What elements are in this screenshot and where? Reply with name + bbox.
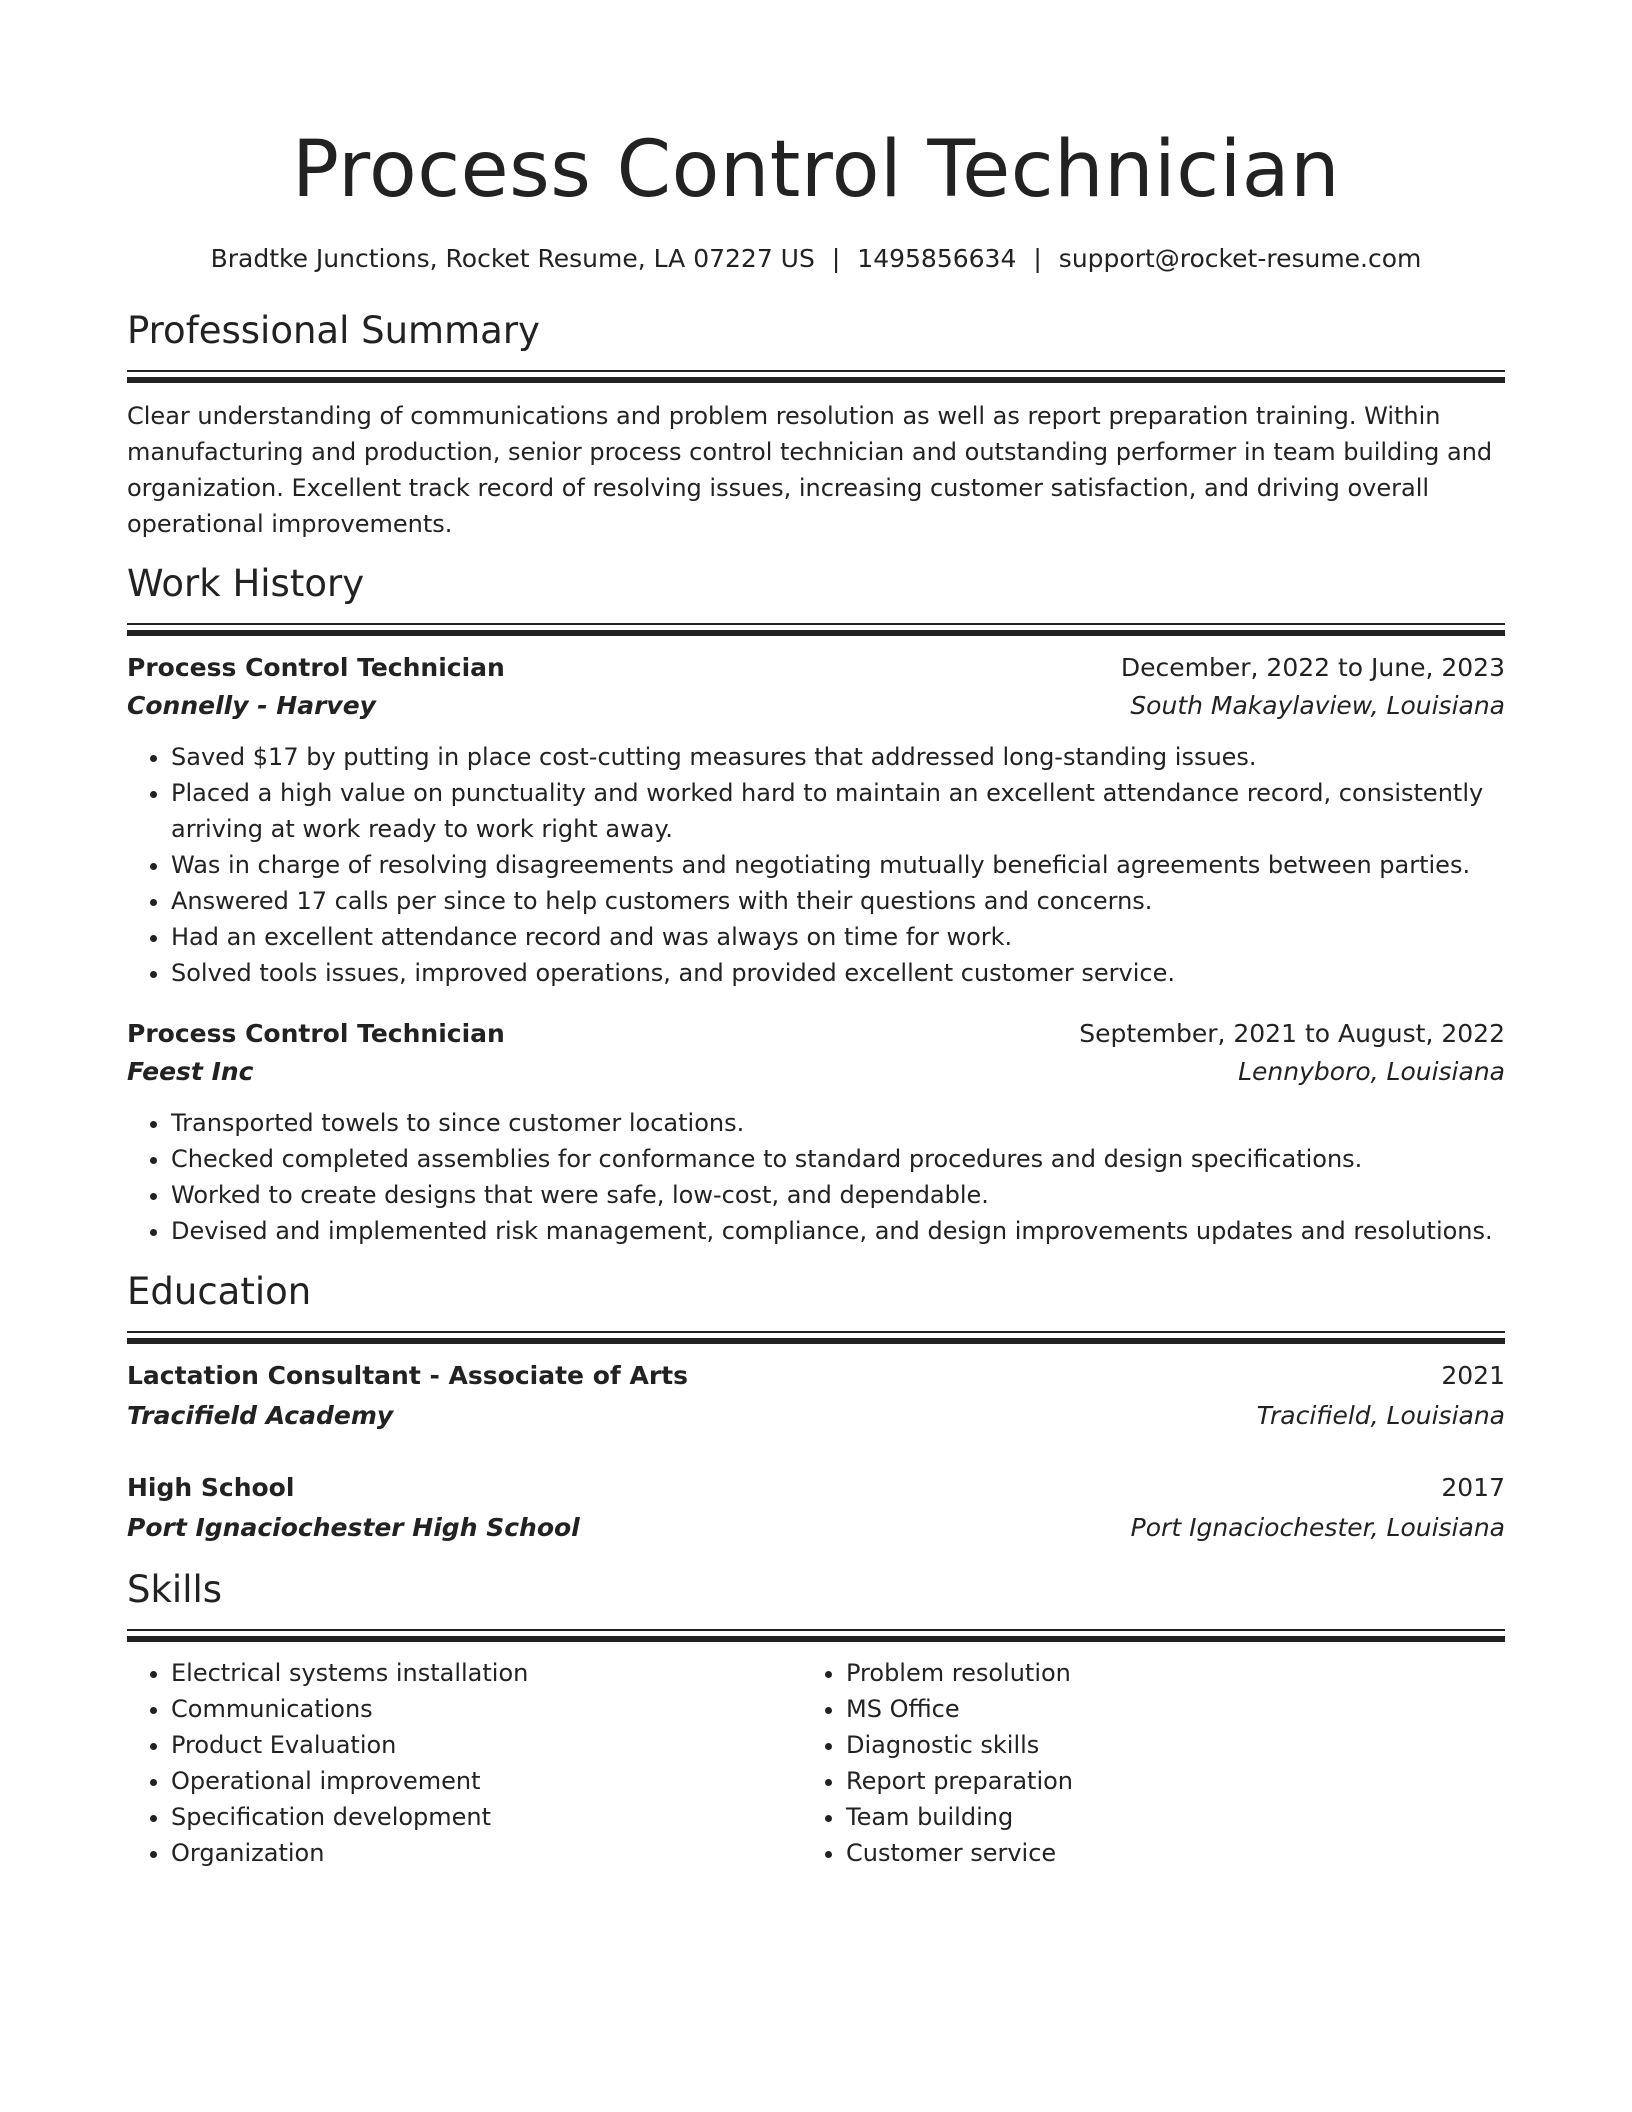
job-dates: December, 2022 to June, 2023	[1120, 653, 1505, 682]
skill-item: • Problem resolution	[846, 1655, 1432, 1691]
skill-item: • Specification development	[171, 1799, 802, 1835]
job-bullet: • Answered 17 calls per since to help customers with their questions and concerns.	[171, 883, 1505, 919]
education-sub-row	[127, 1397, 1505, 1435]
job-company: Feest Inc	[127, 1057, 254, 1086]
job-bullet: • Solved tools issues, improved operations, and provided excellent customer service.	[171, 955, 1505, 991]
section-divider	[127, 1331, 1505, 1345]
job-role: Process Control Technician	[127, 653, 505, 682]
skill-item: • Report preparation	[846, 1763, 1432, 1799]
contact-separator: |	[831, 244, 841, 273]
skill-item: • Product Evaluation	[171, 1727, 802, 1763]
summary-text: Clear understanding of communications and problem resolution as well as report preparation training. Within manufacturing and production, senior process control technician and outstanding performer in team building and organization. Excellent track record of resolving issues, increasing customer satisfaction, and driving overall operational improvements.	[127, 402, 1493, 538]
education-location: Port Ignaciochester, Louisiana	[1130, 1513, 1505, 1542]
skill-item: • Organization	[171, 1835, 802, 1871]
summary-section	[127, 306, 1505, 542]
education-header-row	[127, 1469, 1505, 1507]
education-year: 2021	[1441, 1361, 1505, 1390]
contact-phone: 1495856634	[857, 244, 1017, 273]
contact-email: support@rocket-resume.com	[1058, 244, 1422, 273]
job-bullets	[127, 739, 1505, 991]
skill-item: • Operational improvement	[171, 1763, 802, 1799]
skills-section	[127, 1565, 1505, 1871]
skill-item: • Team building	[846, 1799, 1432, 1835]
section-title-skills: Skills	[127, 1568, 223, 1611]
skills-list-right	[802, 1655, 1432, 1871]
job-bullet: • Devised and implemented risk management, compliance, and design improvements updates and resolutions.	[171, 1213, 1505, 1249]
job-dates: September, 2021 to August, 2022	[1079, 1019, 1505, 1048]
job-company: Connelly - Harvey	[127, 691, 376, 720]
skill-item: • Customer service	[846, 1835, 1432, 1871]
job-role: Process Control Technician	[127, 1019, 505, 1048]
job-location: Lennyboro, Louisiana	[1238, 1057, 1505, 1086]
contact-line	[127, 242, 1505, 276]
section-divider	[127, 1629, 1505, 1643]
section-title-work-history: Work History	[127, 562, 365, 605]
job-bullets	[127, 1105, 1505, 1249]
education-school: Port Ignaciochester High School	[127, 1513, 580, 1542]
education-header-row	[127, 1357, 1505, 1395]
work-history-section	[127, 559, 1505, 1249]
job-bullet: • Checked completed assemblies for conformance to standard procedures and design specifications.	[171, 1141, 1505, 1177]
education-degree: High School	[127, 1473, 295, 1502]
education-entry	[127, 1469, 1505, 1547]
section-divider	[127, 370, 1505, 384]
skills-list-left	[127, 1655, 802, 1871]
section-title-education: Education	[127, 1270, 312, 1313]
job-bullet: • Was in charge of resolving disagreements and negotiating mutually beneficial agreements between parties.	[171, 847, 1505, 883]
job-bullet: • Worked to create designs that were safe, low-cost, and dependable.	[171, 1177, 1505, 1213]
section-divider	[127, 623, 1505, 637]
job-entry	[127, 1015, 1505, 1249]
skill-item: • MS Office	[846, 1691, 1432, 1727]
education-entry	[127, 1357, 1505, 1435]
education-degree: Lactation Consultant - Associate of Arts	[127, 1361, 688, 1390]
skills-columns	[127, 1655, 1505, 1871]
education-section	[127, 1267, 1505, 1547]
job-header-row	[127, 1015, 1505, 1053]
education-location: Tracifield, Louisiana	[1256, 1401, 1505, 1430]
contact-address: Bradtke Junctions, Rocket Resume, LA 07227 US	[210, 244, 815, 273]
skill-item: • Communications	[171, 1691, 802, 1727]
job-bullet: • Placed a high value on punctuality and worked hard to maintain an excellent attendance record, consistently arriving at work ready to work right away.	[171, 775, 1505, 847]
job-sub-row	[127, 1053, 1505, 1091]
candidate-name: Process Control Technician	[291, 125, 1341, 215]
skill-item: • Diagnostic skills	[846, 1727, 1432, 1763]
education-sub-row	[127, 1509, 1505, 1547]
education-year: 2017	[1441, 1473, 1505, 1502]
section-title-summary: Professional Summary	[127, 309, 540, 352]
job-sub-row	[127, 687, 1505, 725]
job-bullet: • Had an excellent attendance record and was always on time for work.	[171, 919, 1505, 955]
job-header-row	[127, 649, 1505, 687]
job-bullet: • Transported towels to since customer locations.	[171, 1105, 1505, 1141]
skill-item: • Electrical systems installation	[171, 1655, 802, 1691]
contact-separator: |	[1033, 244, 1042, 273]
education-school: Tracifield Academy	[127, 1401, 394, 1430]
job-bullet: • Saved $17 by putting in place cost-cutting measures that addressed long-standing issues.	[171, 739, 1505, 775]
job-entry	[127, 649, 1505, 991]
job-location: South Makaylaview, Louisiana	[1130, 691, 1505, 720]
